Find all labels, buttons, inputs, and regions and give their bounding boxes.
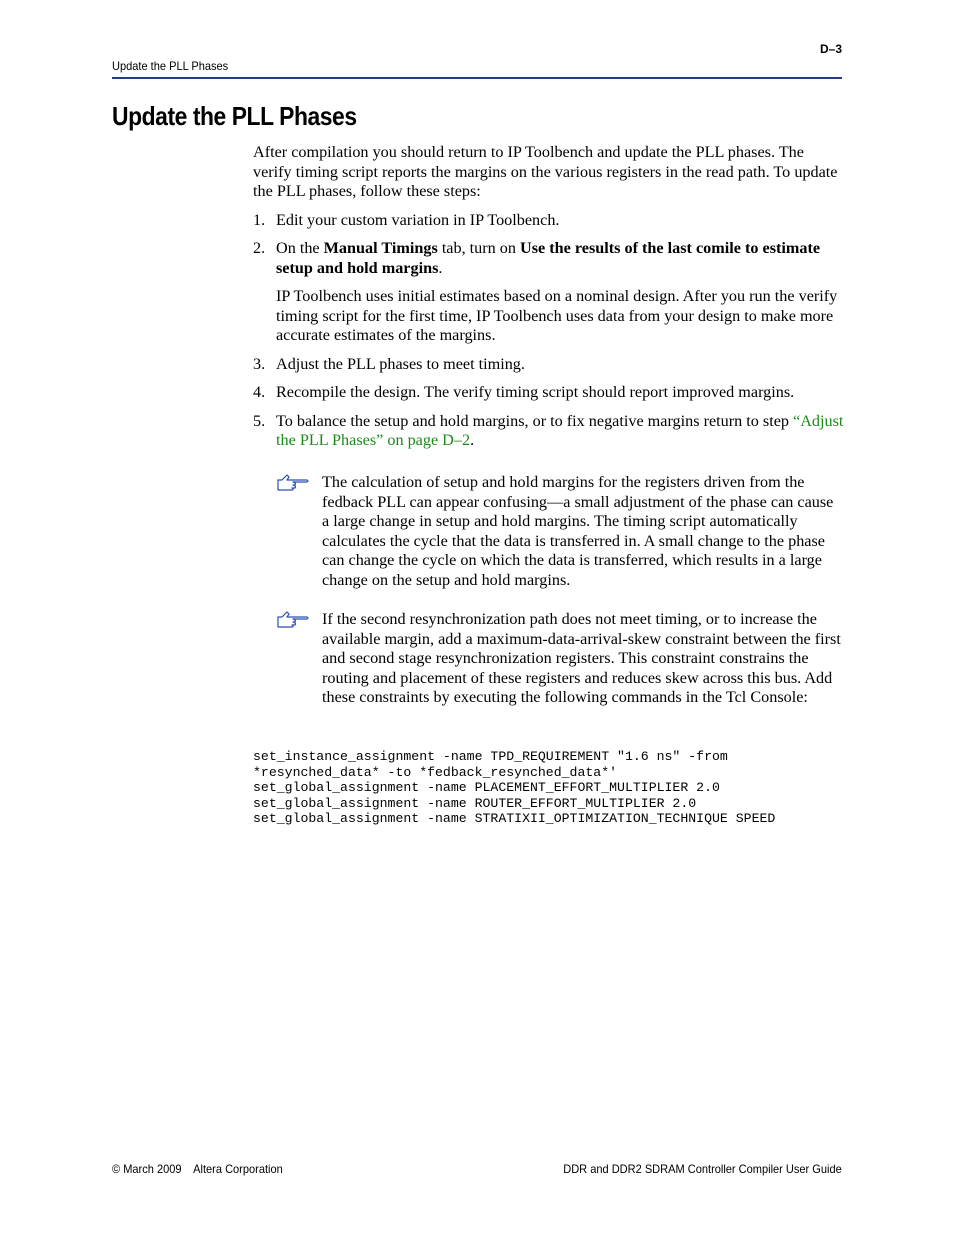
list-item [253,383,845,403]
step-text: Edit your custom variation in IP Toolbench. [276,210,560,229]
note-text: The calculation of setup and hold margins for the registers driven from the fedback PLL can appear confusing—a small adjustment of the phase can cause a large change in setup and hold margins. The timing script automatically calculates the cycle that the data is transferred in. A small change to the phase can change the cycle on which the data is transferred, which results in a large change on the setup and hold margins. [322,473,834,589]
running-header-title: Update the PLL Phases [112,59,229,73]
step-number: 2. [253,239,266,257]
step-text: Recompile the design. The verify timing script should report improved margins. [276,383,795,401]
list-item [253,355,845,375]
section-title: Update the PLL Phases [112,101,357,131]
pointing-hand-icon [276,611,310,629]
tcl-code-block: set_instance_assignment -name TPD_REQUIREMENT "1.6 ns" -from *resynched_data* -to *fedback_resynched_data*' set_global_assignment -name PLACEMENT_EFFORT_MULTIPLIER 2.0 set_global_assignment -name ROUTER_EFFORT_MULTIPLIER 2.0 set_global_assignment -name STRATIXII_OPTIMIZATION_TECHNIQUE SPEED [253,749,776,826]
step-text: Adjust the PLL phases to meet timing. [276,354,525,373]
list-item [253,211,845,231]
steps-list [253,211,845,451]
list-item [253,239,845,346]
list-item [253,412,845,451]
step-explanation: IP Toolbench uses initial estimates based on a nominal design. After you run the verify timing script for the first time, IP Toolbench uses data from your design to make more accurate estimates of the margins. [276,287,838,344]
footer-right: DDR and DDR2 SDRAM Controller Compiler User Guide [563,1162,842,1176]
step-number: 1. [253,210,266,229]
step-text: . [438,258,443,277]
ui-label-manual-timings: Manual Timings [323,239,438,257]
step-text: To balance the setup and hold margins, or to fix negative margins return to step [276,411,794,430]
intro-paragraph: After compilation you should return to IP Toolbench and update the PLL phases. The verify timing script reports the margins on the various registers in the read path. To update the PLL phases, follow these steps: [253,143,838,200]
step-text: tab, turn on [437,239,521,257]
cross-reference-link[interactable]: “Adjust the PLL Phases” on page D–2 [276,411,844,449]
step-number: 5. [253,411,266,430]
step-number: 3. [253,354,266,373]
step-text: . [470,431,475,449]
step-number: 4. [253,383,266,401]
note-text: If the second resynchronization path does not meet timing, or to increase the available margin, add a maximum-data-arrival-skew constraint between the first and second stage resynchronization registers. This constraint constrains the routing and placement of these registers and reduces skew across this bus. Add these constraints by executing the following commands in the Tcl Console: [322,610,841,706]
pointing-hand-icon [276,474,310,492]
body-text [253,143,845,460]
step-text: On the [276,239,324,257]
ui-label-option: Use the results of the last comile to estimate setup and hold margins [276,239,821,277]
header-rule [112,77,842,79]
page-number: D–3 [819,42,842,56]
footer-left: © March 2009 Altera Corporation [112,1162,283,1176]
